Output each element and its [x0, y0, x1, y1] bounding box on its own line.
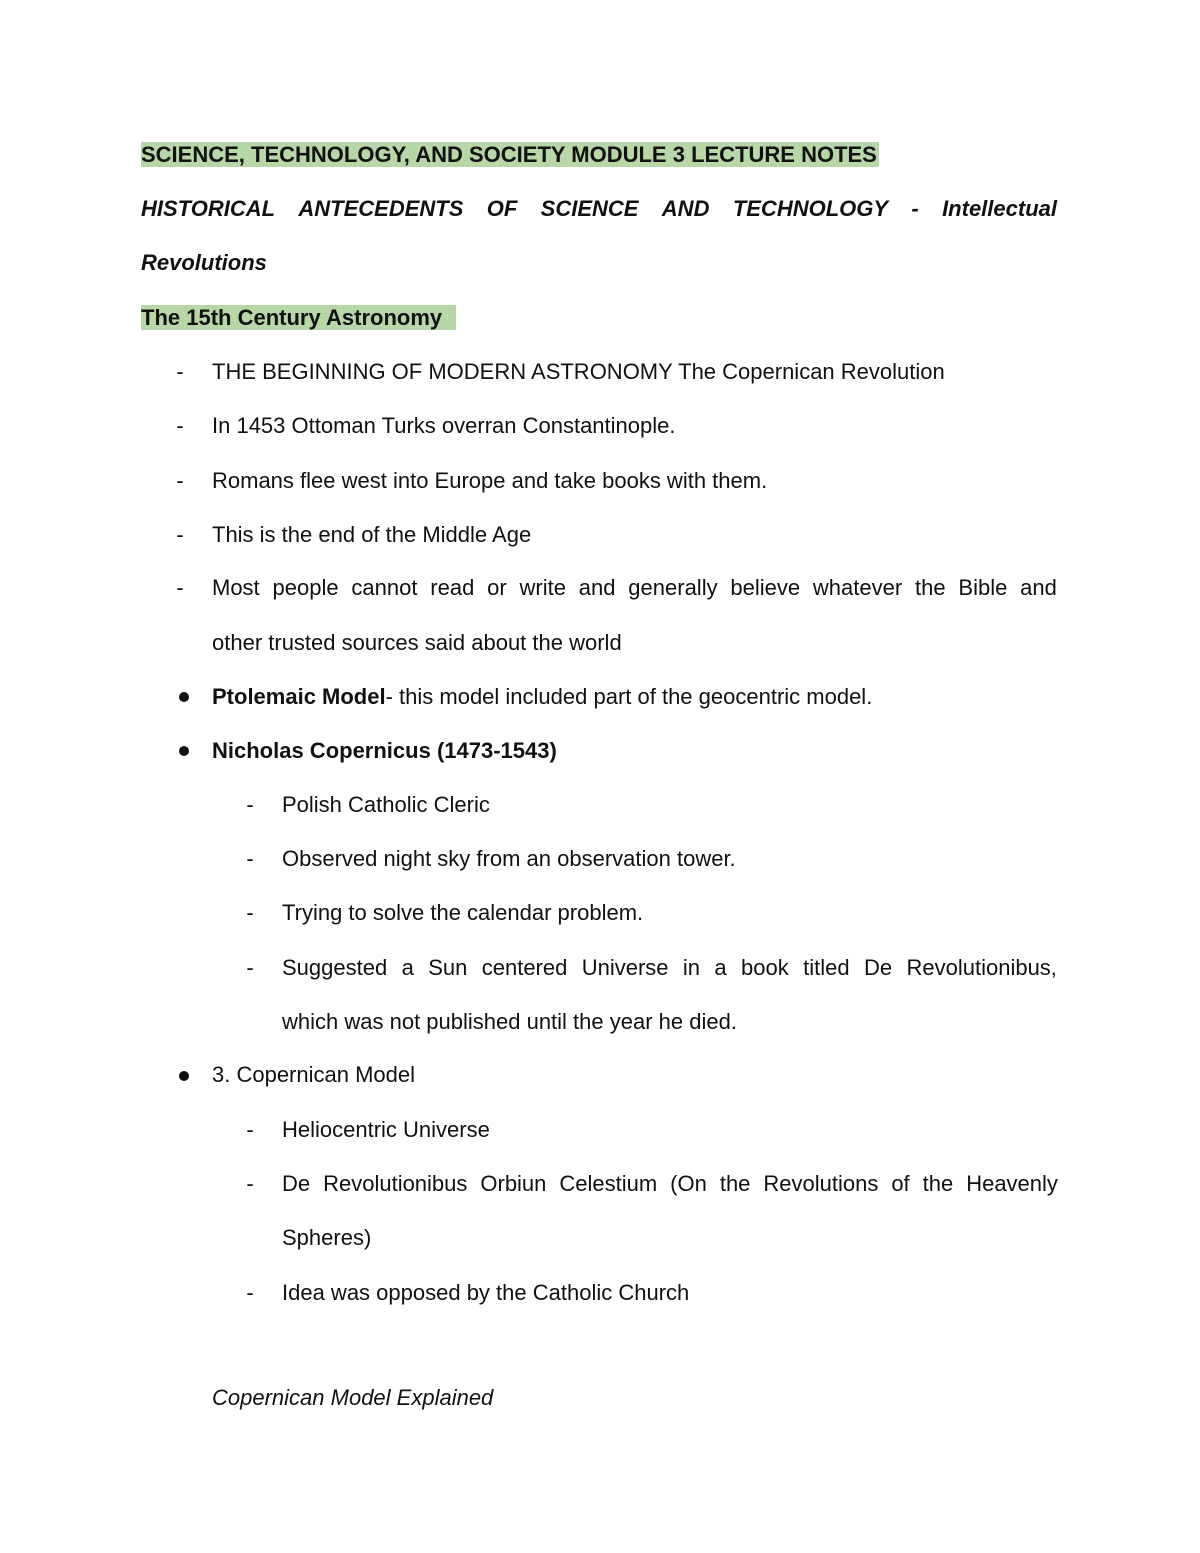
- word: Universe: [581, 955, 669, 980]
- document-title: [141, 141, 879, 169]
- dash-marker: -: [246, 1117, 254, 1142]
- copernicus-item-4: [282, 954, 1057, 982]
- word: or: [487, 575, 507, 600]
- dash-marker: -: [246, 846, 254, 871]
- intro-item-5: [212, 574, 1057, 602]
- model-item-3: Idea was opposed by the Catholic Church: [282, 1280, 690, 1305]
- word: Revolutions: [763, 1171, 879, 1196]
- word: Suggested: [282, 955, 388, 980]
- word: the: [922, 1171, 954, 1196]
- word: De: [282, 1171, 311, 1196]
- intro-item-2: In 1453 Ottoman Turks overran Constantinople.: [212, 413, 676, 438]
- copernicus-item-2: Observed night sky from an observation tower.: [282, 846, 736, 871]
- dash-marker: -: [176, 468, 184, 493]
- intro-item-5-continuation: other trusted sources said about the world: [212, 630, 622, 655]
- bullet-dot: [179, 746, 189, 756]
- word: whatever: [812, 575, 903, 600]
- word: and: [578, 575, 616, 600]
- dash-marker: -: [176, 413, 184, 438]
- copernicus-item-1: Polish Catholic Cleric: [282, 792, 490, 817]
- word: Bible: [958, 575, 1008, 600]
- word: generally: [628, 575, 718, 600]
- dash-marker: -: [176, 575, 184, 600]
- intro-item-3: Romans flee west into Europe and take books with them.: [212, 468, 768, 493]
- word: (On: [670, 1171, 707, 1196]
- dash-marker: -: [176, 359, 184, 384]
- section-heading-highlight: The 15th Century Astronomy: [141, 305, 456, 330]
- word: Sun: [428, 955, 468, 980]
- intro-item-4: This is the end of the Middle Age: [212, 522, 532, 547]
- word: AND: [661, 196, 710, 221]
- word: believe: [730, 575, 801, 600]
- word: in: [682, 955, 701, 980]
- dash-marker: -: [246, 1280, 254, 1305]
- word: the: [915, 575, 946, 600]
- section-heading: [141, 304, 456, 332]
- title-highlight: SCIENCE, TECHNOLOGY, AND SOCIETY MODULE 3 LECTURE NOTES: [141, 142, 877, 167]
- word: book: [741, 955, 789, 980]
- dash-marker: -: [246, 1171, 254, 1196]
- word: Revolutionibus: [323, 1171, 468, 1196]
- word: titled: [803, 955, 850, 980]
- word: the: [719, 1171, 751, 1196]
- word: centered: [481, 955, 568, 980]
- dash-marker: -: [246, 955, 254, 980]
- word: -: [911, 196, 919, 221]
- word: a: [401, 955, 414, 980]
- model-item-1: Heliocentric Universe: [282, 1117, 490, 1142]
- word: OF: [486, 196, 518, 221]
- copernicus-item-3: Trying to solve the calendar problem.: [282, 900, 644, 925]
- word: De: [864, 955, 893, 980]
- model-heading: 3. Copernican Model: [212, 1062, 416, 1087]
- word: Heavenly: [966, 1171, 1058, 1196]
- word: write: [519, 575, 566, 600]
- intro-item-1: THE BEGINNING OF MODERN ASTRONOMY The Copernican Revolution: [212, 359, 945, 384]
- word: of: [891, 1171, 910, 1196]
- figure-caption: Copernican Model Explained: [212, 1385, 494, 1410]
- subtitle-line: [141, 195, 1057, 223]
- bullet-dot: [179, 1071, 189, 1081]
- word: and: [1020, 575, 1057, 600]
- bullet-dot: [179, 692, 189, 702]
- word: people: [272, 575, 339, 600]
- word: Revolutionibus,: [906, 955, 1057, 980]
- word: read: [430, 575, 475, 600]
- word: Most: [212, 575, 260, 600]
- word: a: [714, 955, 727, 980]
- word: HISTORICAL: [141, 196, 276, 221]
- word: Intellectual: [942, 196, 1057, 221]
- ptolemaic-term: Ptolemaic Model: [212, 684, 386, 709]
- word: SCIENCE: [540, 196, 639, 221]
- dash-marker: -: [176, 522, 184, 547]
- subtitle-continuation: Revolutions: [141, 250, 267, 275]
- word: ANTECEDENTS: [298, 196, 464, 221]
- ptolemaic-description: - this model included part of the geocentric model.: [385, 684, 873, 709]
- copernicus-heading: Nicholas Copernicus (1473-1543): [212, 738, 557, 763]
- dash-marker: -: [246, 792, 254, 817]
- word: Celestium: [559, 1171, 658, 1196]
- word: TECHNOLOGY: [732, 196, 889, 221]
- model-item-2: [282, 1170, 1058, 1198]
- word: Orbiun: [480, 1171, 547, 1196]
- copernicus-item-4-continuation: which was not published until the year he died.: [282, 1009, 737, 1034]
- model-item-2-continuation: Spheres): [282, 1225, 372, 1250]
- word: cannot: [351, 575, 418, 600]
- dash-marker: -: [246, 900, 254, 925]
- ptolemaic-item: [212, 683, 872, 711]
